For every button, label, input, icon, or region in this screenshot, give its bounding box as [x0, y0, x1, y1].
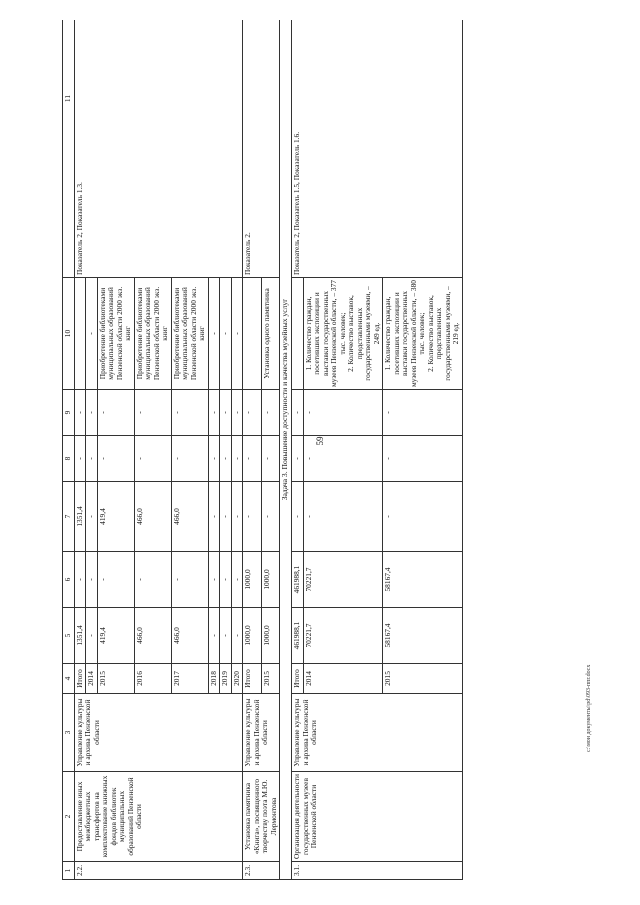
program-table	[62, 20, 463, 880]
total-funding: -	[220, 608, 232, 664]
federal-budget: -	[303, 482, 383, 552]
total-funding: 1000,0	[243, 608, 262, 664]
measure-name: Установка памятника «Книга», посвященного творчеству поэта М.Ю. Лермонтова	[243, 772, 280, 862]
federal-budget: -	[261, 482, 280, 552]
regional-budget: 70221,7	[303, 552, 383, 608]
year-cell: 2017	[171, 664, 208, 694]
local-budget: -	[383, 436, 463, 482]
total-funding: 419,4	[97, 608, 134, 664]
other-sources: -	[303, 390, 383, 436]
local-budget: -	[208, 436, 220, 482]
other-sources: -	[171, 390, 208, 436]
federal-budget: 466,0	[171, 482, 208, 552]
regional-budget: 461988,1	[292, 552, 304, 608]
expected-result: -	[208, 278, 220, 390]
other-sources: -	[292, 390, 304, 436]
year-cell: 2015	[97, 664, 134, 694]
header-cell: 7	[63, 482, 75, 552]
total-funding: -	[208, 608, 220, 664]
header-cell: 8	[63, 436, 75, 482]
indicator-link: Показатель 2, Показатель 1.5, Показатель 1.6.	[292, 20, 463, 278]
federal-budget: -	[231, 482, 243, 552]
header-row	[63, 20, 75, 880]
regional-budget: -	[220, 552, 232, 608]
regional-budget: -	[74, 552, 86, 608]
table-row	[292, 20, 304, 880]
other-sources: -	[134, 390, 171, 436]
executor: Управление культуры и архива Пензенской области	[243, 694, 280, 772]
header-cell: 2	[63, 772, 75, 862]
expected-result: Приобретение библиотеками муниципальных образований Пензенской области 2000 экз. книг	[171, 278, 208, 390]
regional-budget: -	[86, 552, 98, 608]
file-path-footer: c:\мои документы\pd\093-ппг.docx	[586, 664, 592, 752]
other-sources: -	[243, 390, 262, 436]
federal-budget: -	[86, 482, 98, 552]
year-cell: 2020	[231, 664, 243, 694]
measure-name: Предоставление иных межбюджетных трансфертов на комплектование книжных фондов библиотек муниципальных образований Пензенской области	[74, 772, 243, 862]
task-heading: Задача 3. Повышение доступности и качества музейных услуг	[280, 20, 292, 880]
regional-budget: 58167,4	[383, 552, 463, 608]
expected-result: Установка одного памятника	[261, 278, 280, 390]
regional-budget: -	[97, 552, 134, 608]
local-budget: -	[97, 436, 134, 482]
task-heading-row	[280, 20, 292, 880]
other-sources: -	[220, 390, 232, 436]
indicator-link: Показатель 2, Показатель 1.3.	[74, 20, 243, 278]
row-number: 3.1.	[292, 862, 463, 880]
regional-budget: -	[134, 552, 171, 608]
year-cell: Итого	[74, 664, 86, 694]
local-budget: -	[171, 436, 208, 482]
federal-budget: 1351,4	[74, 482, 86, 552]
expected-result	[292, 278, 304, 390]
local-budget: -	[292, 436, 304, 482]
local-budget: -	[86, 436, 98, 482]
expected-result: -	[86, 278, 98, 390]
local-budget: -	[231, 436, 243, 482]
other-sources: -	[74, 390, 86, 436]
header-cell: 11	[63, 20, 75, 278]
year-cell: 2019	[220, 664, 232, 694]
federal-budget: 466,0	[134, 482, 171, 552]
expected-result: 1. Количество граждан, посетивших экспозиции и выставки государственных музеев Пензенской области, – 380 тыс. человек; 2. Количество выставок, представленных государственными музеями, – 219 ед.	[383, 278, 463, 390]
measure-name: Организация деятельности государственных музеев Пензенской области	[292, 772, 463, 862]
table-row	[74, 20, 86, 880]
other-sources: -	[383, 390, 463, 436]
indicator-link: Показатель 2.	[243, 20, 280, 278]
other-sources: -	[208, 390, 220, 436]
total-funding: 70221,7	[303, 608, 383, 664]
expected-result: Приобретение библиотеками муниципальных образований Пензенской области 2000 экз. книг	[134, 278, 171, 390]
federal-budget: 419,4	[97, 482, 134, 552]
other-sources: -	[86, 390, 98, 436]
local-budget: -	[303, 436, 383, 482]
total-funding: 58167,4	[383, 608, 463, 664]
expected-result: 1. Количество граждан, посетивших экспозиции и выставки государственных музеев Пензенской области, – 377 тыс. человек; 2. Количество выставок, представленных государственными музеями, – 249 ед.	[303, 278, 383, 390]
local-budget: -	[243, 436, 262, 482]
table-row	[243, 20, 262, 880]
rotated-sheet	[62, 20, 584, 880]
federal-budget: -	[292, 482, 304, 552]
header-cell: 3	[63, 694, 75, 772]
total-funding: 466,0	[171, 608, 208, 664]
local-budget: -	[220, 436, 232, 482]
year-cell: 2014	[303, 664, 383, 694]
year-cell: Итого	[243, 664, 262, 694]
row-number: 2.2.	[74, 862, 243, 880]
table-wrapper	[62, 20, 584, 880]
federal-budget: -	[208, 482, 220, 552]
year-cell: 2015	[383, 664, 463, 694]
federal-budget: -	[383, 482, 463, 552]
header-cell: 9	[63, 390, 75, 436]
other-sources: -	[261, 390, 280, 436]
federal-budget: -	[243, 482, 262, 552]
local-budget: -	[261, 436, 280, 482]
regional-budget: -	[208, 552, 220, 608]
regional-budget: -	[231, 552, 243, 608]
executor: Управление культуры и архива Пензенской области	[74, 694, 243, 772]
header-cell: 4	[63, 664, 75, 694]
row-number: 2.3.	[243, 862, 280, 880]
year-cell: 2015	[261, 664, 280, 694]
other-sources: -	[231, 390, 243, 436]
year-cell: 2014	[86, 664, 98, 694]
year-cell: Итого	[292, 664, 304, 694]
header-cell: 10	[63, 278, 75, 390]
executor: Управление культуры и архива Пензенской области	[292, 694, 463, 772]
header-cell: 5	[63, 608, 75, 664]
total-funding: 461988,1	[292, 608, 304, 664]
expected-result	[74, 278, 86, 390]
year-cell: 2018	[208, 664, 220, 694]
local-budget: -	[74, 436, 86, 482]
federal-budget: -	[220, 482, 232, 552]
page-number: 59	[315, 436, 325, 446]
total-funding: -	[231, 608, 243, 664]
header-cell: 6	[63, 552, 75, 608]
header-cell: 1	[63, 862, 75, 880]
regional-budget: 1000,0	[261, 552, 280, 608]
expected-result: -	[231, 278, 243, 390]
regional-budget: 1000,0	[243, 552, 262, 608]
expected-result	[243, 278, 262, 390]
local-budget: -	[134, 436, 171, 482]
total-funding: 1351,4	[74, 608, 86, 664]
other-sources: -	[97, 390, 134, 436]
total-funding: 466,0	[134, 608, 171, 664]
regional-budget: -	[171, 552, 208, 608]
year-cell: 2016	[134, 664, 171, 694]
total-funding: 1000,0	[261, 608, 280, 664]
expected-result: -	[220, 278, 232, 390]
expected-result: Приобретение библиотеками муниципальных образований Пензенской области 2000 экз. книг	[97, 278, 134, 390]
total-funding: -	[86, 608, 98, 664]
